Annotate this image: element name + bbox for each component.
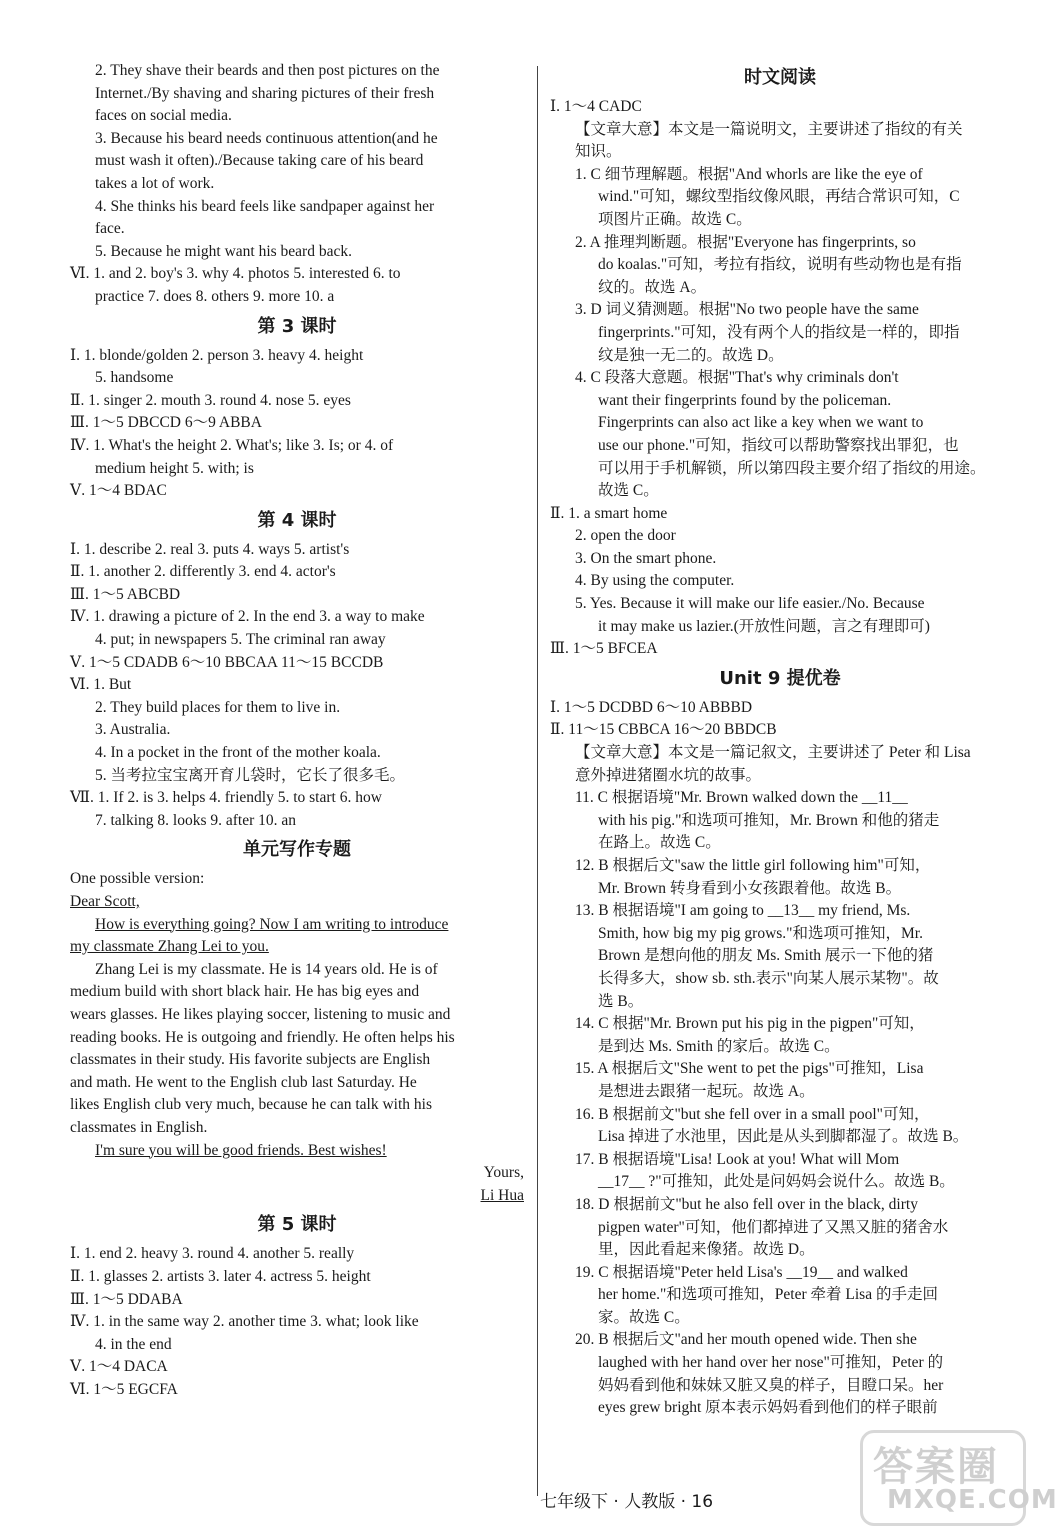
- section-title: 单元写作专题: [243, 839, 351, 861]
- answer-line: reading books. He is outgoing and friendly. He often helps his: [70, 1028, 455, 1046]
- answer-line: 13. B 根据语境"I am going to __13__ my friend, Ms.: [575, 902, 911, 920]
- answer-line: faces on social media.: [95, 107, 232, 125]
- answer-line: 4. In a pocket in the front of the mother koala.: [95, 744, 381, 762]
- answer-line: 18. D 根据前文"but he also fell over in the black, dirty: [575, 1195, 918, 1213]
- watermark-logo: [860, 1430, 1058, 1526]
- answer-line: Ⅴ. 1～4 BDAC: [70, 482, 167, 500]
- answer-line: __17__ ?"可推知，此处是问妈妈会说什么。故选 B。: [598, 1173, 955, 1191]
- answer-line: 16. B 根据前文"but she fell over in a small pool"可知，: [575, 1105, 930, 1123]
- answer-line: my classmate Zhang Lei to you.: [70, 938, 269, 956]
- section-title: 第 3 课时: [257, 315, 337, 337]
- answer-line: classmates in their study. His favorite subjects are English: [70, 1051, 431, 1069]
- answer-line: 19. C 根据语境"Peter held Lisa's __19__ and walked: [575, 1263, 908, 1281]
- answer-line: 纹是独一无二的。故选 D。: [598, 346, 784, 364]
- answer-line: Ⅰ. 1. blonde/golden 2. person 3. heavy 4. height: [70, 346, 364, 364]
- answer-line: face.: [95, 220, 125, 238]
- answer-line: eyes grew bright 原本表示妈妈看到他们的样子眼前: [598, 1399, 938, 1417]
- answer-line: 11. C 根据语境"Mr. Brown walked down the __11__: [575, 789, 908, 807]
- answer-line: and math. He went to the English club last Saturday. He: [70, 1073, 417, 1091]
- answer-line: 4. put; in newspapers 5. The criminal ran away: [95, 631, 386, 649]
- section-title: 第 5 课时: [257, 1214, 337, 1236]
- watermark-url: MXQE.COM: [887, 1485, 1058, 1515]
- answer-line: Ⅰ. 1～5 DCDBD 6～10 ABBBD: [550, 698, 753, 716]
- answer-line: 14. C 根据"Mr. Brown put his pig in the pigpen"可知，: [575, 1015, 925, 1033]
- answer-line: Zhang Lei is my classmate. He is 14 years old. He is of: [95, 960, 438, 978]
- answer-line: 2. open the door: [575, 527, 676, 545]
- answer-line: Ⅴ. 1～4 DACA: [70, 1358, 168, 1376]
- answer-line: 4. C 段落大意题。根据"That's why criminals don't: [575, 369, 899, 387]
- answer-line: Ⅲ. 1～5 DBCCD 6～9 ABBA: [70, 414, 262, 432]
- answer-line: Ⅳ. 1. in the same way 2. another time 3. what; look like: [70, 1313, 419, 1331]
- answer-line: 故选 C。: [598, 482, 659, 500]
- answer-line: pigpen water"可知，他们都掉进了又黑又脏的猪舍水: [598, 1218, 949, 1236]
- answer-line: Ⅲ. 1～5 DDABA: [70, 1290, 183, 1308]
- answer-line: Ⅲ. 1～5 ABCBD: [70, 585, 181, 603]
- answer-line: Smith, how big my pig grows."和选项可推知，Mr.: [598, 924, 923, 942]
- answer-line: takes a lot of work.: [95, 174, 215, 192]
- answer-line: Ⅵ. 1～5 EGCFA: [70, 1380, 178, 1398]
- answer-line: do koalas."可知，考拉有指纹，说明有些动物也是有指: [598, 256, 962, 274]
- answer-line: Ⅱ. 1. another 2. differently 3. end 4. actor's: [70, 563, 336, 581]
- answer-line: Fingerprints can also act like a key when we want to: [598, 414, 924, 432]
- answer-line: Li Hua: [480, 1186, 524, 1204]
- answer-line: Ⅰ. 1. end 2. heavy 3. round 4. another 5. really: [70, 1245, 355, 1263]
- answer-line: Mr. Brown 转身看到小女孩跟着他。故选 B。: [598, 879, 902, 897]
- answer-line: 3. On the smart phone.: [575, 549, 717, 567]
- section-title: Unit 9 提优卷: [719, 667, 841, 689]
- answer-line: Ⅵ. 1. and 2. boy's 3. why 4. photos 5. interested 6. to: [70, 265, 401, 283]
- answer-line: Ⅱ. 1. glasses 2. artists 3. later 4. actress 5. height: [70, 1267, 371, 1285]
- answer-line: 长得多大，show sb. sth.表示"向某人展示某物"。故: [598, 969, 939, 987]
- answer-line: medium height 5. with; is: [95, 459, 254, 477]
- answer-line: I'm sure you will be good friends. Best wishes!: [95, 1141, 387, 1159]
- answer-line: 【文章大意】本文是一篇说明文，主要讲述了指纹的有关: [575, 120, 963, 138]
- answer-line: 2. They build places for them to live in.: [95, 698, 341, 716]
- answer-line: Ⅶ. 1. If 2. is 3. helps 4. friendly 5. to start 6. how: [70, 789, 382, 807]
- answer-line: 4. By using the computer.: [575, 572, 735, 590]
- answer-line: likes English club very much, because he can talk with his: [70, 1096, 433, 1114]
- answer-line: want their fingerprints found by the policeman.: [598, 391, 892, 409]
- answer-line: 1. C 细节理解题。根据"And whorls are like the eye of: [575, 165, 923, 183]
- right-column: [550, 60, 1010, 1420]
- answer-line: 7. talking 8. looks 9. after 10. an: [95, 811, 297, 829]
- answer-line: Ⅱ. 11～15 CBBCA 16～20 BBDCB: [550, 721, 777, 739]
- answer-line: 3. Australia.: [95, 721, 171, 739]
- answer-line: Ⅵ. 1. But: [70, 676, 132, 694]
- answer-line: Dear Scott,: [70, 893, 140, 910]
- answer-line: Ⅳ. 1. drawing a picture of 2. In the end 3. a way to make: [70, 608, 425, 626]
- answer-line: 17. B 根据语境"Lisa! Look at you! What will Mom: [575, 1150, 900, 1168]
- answer-line: 选 B。: [598, 992, 644, 1010]
- section-title: 第 4 课时: [257, 509, 337, 531]
- answer-line: 2. They shave their beards and then post pictures on the: [95, 62, 440, 79]
- answer-line: Ⅰ. 1. describe 2. real 3. puts 4. ways 5. artist's: [70, 540, 350, 558]
- answer-line: 5. handsome: [95, 369, 174, 387]
- answer-line: her home."和选项可推知，Peter 牵着 Lisa 的手走回: [598, 1286, 938, 1304]
- answer-line: Ⅰ. 1～4 CADC: [550, 98, 642, 115]
- section-title: 时文阅读: [744, 67, 816, 88]
- answer-line: 4. She thinks his beard feels like sandpaper against her: [95, 197, 435, 215]
- answer-line: medium build with short black hair. He has big eyes and: [70, 983, 420, 1001]
- answer-line: wears glasses. He likes playing soccer, listening to music and: [70, 1005, 451, 1023]
- answer-line: 纹的。故选 A。: [598, 278, 707, 296]
- answer-line: 知识。: [575, 143, 622, 161]
- answer-line: 4. in the end: [95, 1335, 172, 1353]
- answer-line: must wash it often)./Because taking care of his beard: [95, 152, 424, 170]
- answer-line: 3. Because his beard needs continuous attention(and he: [95, 129, 438, 147]
- answer-line: use our phone."可知，指纹可以帮助警察找出罪犯，也: [598, 436, 959, 454]
- answer-line: 项图片正确。故选 C。: [598, 210, 752, 228]
- answer-line: 家。故选 C。: [598, 1308, 690, 1326]
- page-footer: 七年级下 · 人教版 · 16: [540, 1492, 714, 1512]
- answer-line: 意外掉进猪圈水坑的故事。: [575, 766, 762, 784]
- answer-line: 5. Yes. Because it will make our life easier./No. Because: [575, 595, 925, 613]
- answer-line: Yours,: [483, 1164, 524, 1182]
- answer-line: 是想进去跟猪一起玩。故选 A。: [598, 1082, 815, 1100]
- answer-line: Ⅱ. 1. singer 2. mouth 3. round 4. nose 5. eyes: [70, 391, 351, 409]
- answer-line: Ⅱ. 1. a smart home: [550, 504, 668, 522]
- answer-line: One possible version:: [70, 870, 205, 888]
- answer-line: 15. A 根据后文"She went to pet the pigs"可推知，Lisa: [575, 1060, 924, 1078]
- answer-line: How is everything going? Now I am writing to introduce: [95, 915, 449, 933]
- answer-line: 2. A 推理判断题。根据"Everyone has fingerprints, so: [575, 233, 916, 251]
- answer-line: with his pig."和选项可推知，Mr. Brown 和他的猪走: [598, 811, 940, 829]
- answer-line: Ⅲ. 1～5 BFCEA: [550, 640, 658, 658]
- answer-line: Ⅴ. 1～5 CDADB 6～10 BBCAA 11～15 BCCDB: [70, 653, 384, 671]
- answer-line: 3. D 词义猜测题。根据"No two people have the same: [575, 301, 919, 319]
- left-column: [70, 60, 524, 1401]
- answer-line: 妈妈看到他和妹妹又脏又臭的样子，目瞪口呆。her: [598, 1376, 944, 1394]
- answer-line: Lisa 掉进了水池里，因此是从头到脚都湿了。故选 B。: [598, 1128, 969, 1146]
- answer-line: practice 7. does 8. others 9. more 10. a: [95, 287, 335, 305]
- answer-line: 12. B 根据后文"saw the little girl following him"可知，: [575, 857, 931, 874]
- answer-line: wind."可知，螺纹型指纹像风眼，再结合常识可知，C: [598, 188, 960, 206]
- answer-line: 20. B 根据后文"and her mouth opened wide. Then she: [575, 1331, 917, 1349]
- answer-line: 是到达 Ms. Smith 的家后。故选 C。: [598, 1037, 840, 1055]
- answer-line: fingerprints."可知，没有两个人的指纹是一样的，即指: [598, 323, 960, 341]
- answer-line: 【文章大意】本文是一篇记叙文，主要讲述了 Peter 和 Lisa: [575, 744, 971, 762]
- watermark-text: 答案圈: [873, 1444, 999, 1490]
- column-divider: [537, 66, 538, 1496]
- answer-line: Internet./By shaving and sharing pictures of their fresh: [95, 84, 435, 102]
- answer-line: 5. 当考拉宝宝离开育儿袋时，它长了很多毛。: [95, 766, 406, 784]
- answer-line: classmates in English.: [70, 1118, 208, 1136]
- answer-line: laughed with her hand over her nose"可推知，Peter 的: [598, 1354, 944, 1372]
- answer-line: 可以用于手机解锁，所以第四段主要介绍了指纹的用途。: [598, 459, 986, 477]
- answer-line: Brown 是想向他的朋友 Ms. Smith 展示一下他的猪: [598, 947, 934, 965]
- answer-line: it may make us lazier.(开放性问题，言之有理即可): [598, 617, 930, 635]
- answer-line: 里，因此看起来像猪。故选 D。: [598, 1241, 815, 1259]
- answer-line: 在路上。故选 C。: [598, 834, 721, 852]
- answer-line: 5. Because he might want his beard back.: [95, 242, 352, 260]
- answer-line: Ⅳ. 1. What's the height 2. What's; like 3. Is; or 4. of: [70, 436, 394, 454]
